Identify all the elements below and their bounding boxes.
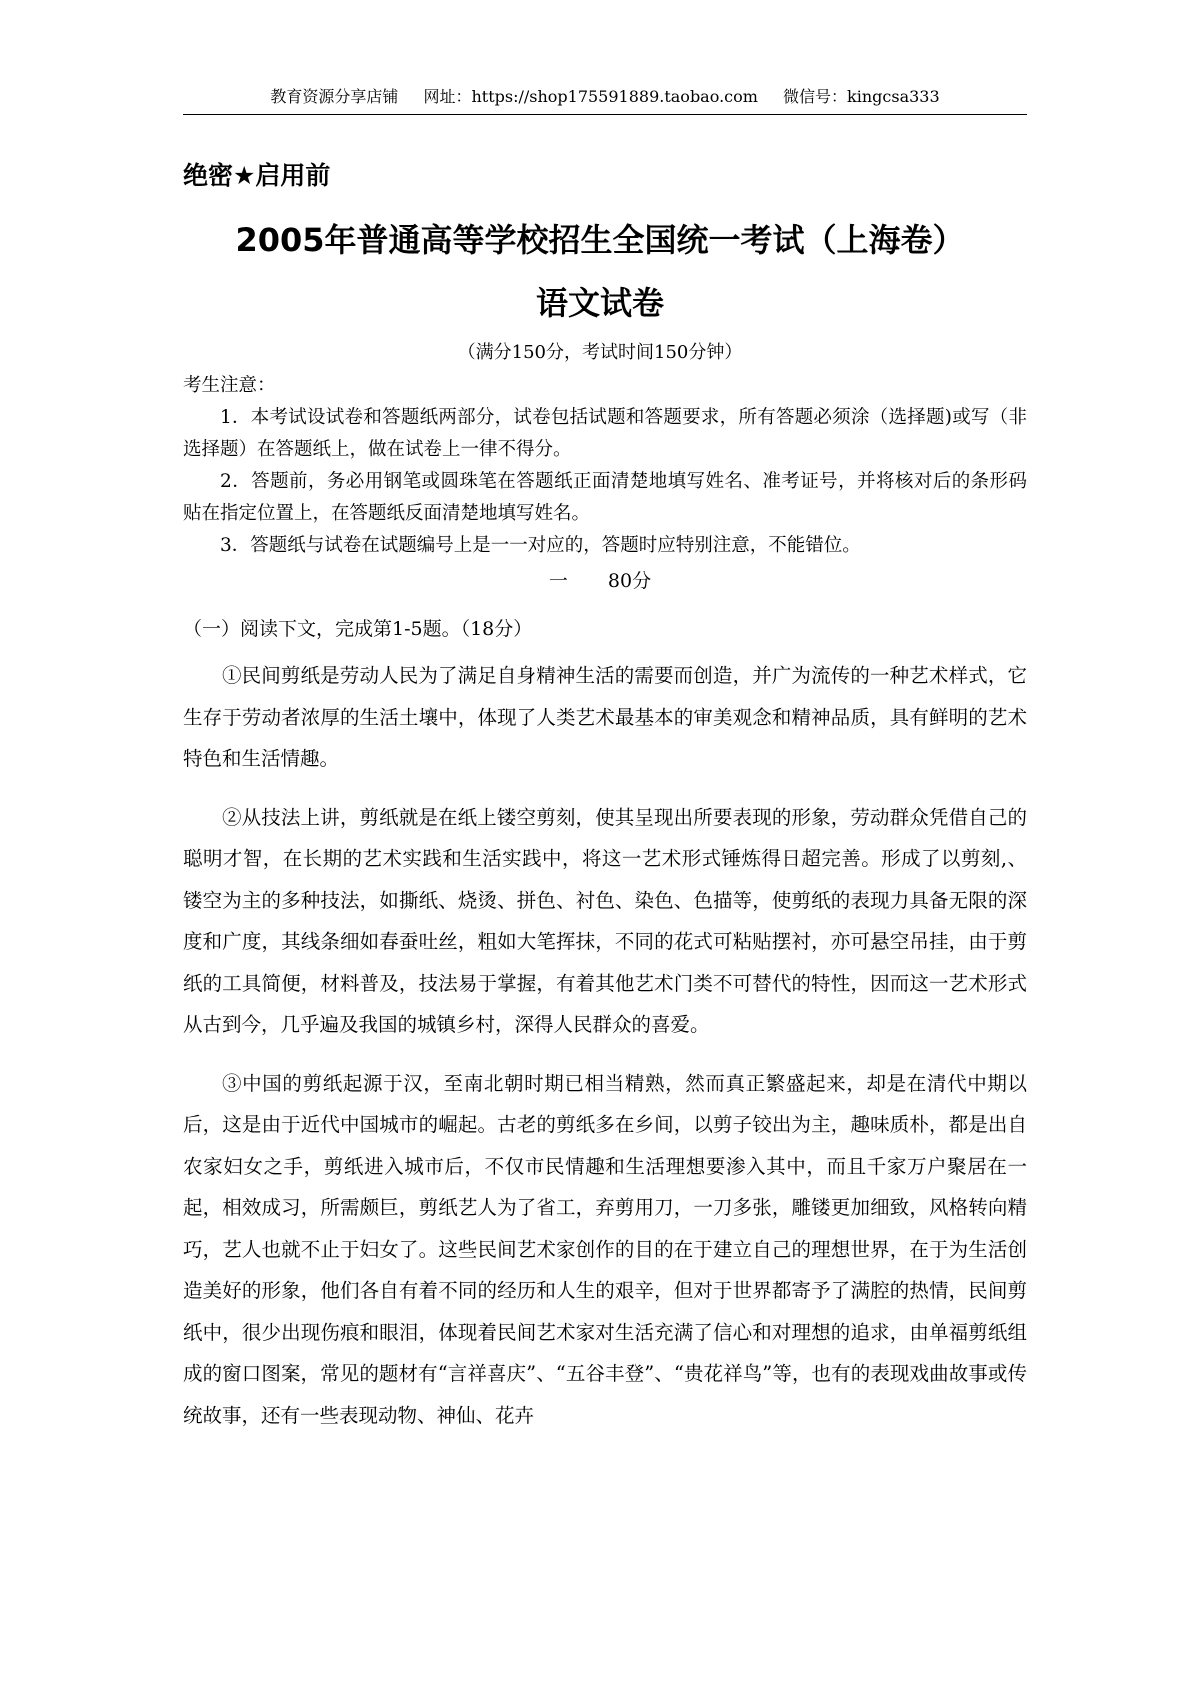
- section-heading: [0, 566, 1200, 596]
- notice-item: 2．答题前，务必用钢笔或圆珠笔在答题纸正面清楚地填写姓名、准考证号，并将核对后的条形码贴在指定位置上，在答题纸反面清楚地填写姓名。: [183, 471, 1027, 524]
- classified-label: 绝密★启用前: [183, 161, 331, 190]
- header-shop: 教育资源分享店铺: [270, 87, 399, 106]
- passage-paragraph: ①民间剪纸是劳动人民为了满足自身精神生活的需要而创造，并广为流传的一种艺术样式，它生存于劳动者浓厚的生活土壤中，体现了人类艺术最基本的审美观念和精神品质，具有鲜明的艺术特色和生活情趣。: [183, 664, 1027, 770]
- reading-passage: [183, 655, 1027, 1453]
- paper-subtitle: 语文试卷: [535, 284, 664, 322]
- score-info: （满分150分，考试时间150分钟）: [457, 342, 743, 363]
- section-score: 80分: [607, 570, 652, 592]
- candidate-notice: [183, 370, 1027, 562]
- notice-item: 1．本考试设试卷和答题纸两部分，试卷包括试题和答题要求，所有答题必须涂（选择题)或写（非选择题）在答题纸上，做在试卷上一律不得分。: [183, 407, 1027, 460]
- passage-paragraph: ③中国的剪纸起源于汉，至南北朝时期已相当精熟，然而真正繁盛起来，却是在清代中期以后，这是由于近代中国城市的崛起。古老的剪纸多在乡间，以剪子铰出为主，趣味质朴，都是出自农家妇女之手，剪纸进入城市后，不仅市民情趣和生活理想要渗入其中，而且千家万户聚居在一起，相效成习，所需颇巨，剪纸艺人为了省工，弃剪用刀，一刀多张，雕镂更加细致，风格转向精巧，艺人也就不止于妇女了。这些民间艺术家创作的目的在于建立自己的理想世界，在于为生活创造美好的形象，他们各自有着不同的经历和人生的艰辛，但对于世界都寄予了满腔的热情，民间剪纸中，很少出现伤痕和眼泪，体现着民间艺术家对生活充满了信心和对理想的追求，由单福剪纸组成的窗口图案，常见的题材有“言祥喜庆”、“五谷丰登”、“贵花祥鸟”等，也有的表现戏曲故事或传统故事，还有一些表现动物、神仙、花卉: [183, 1071, 1027, 1427]
- notice-heading: 考生注意：: [183, 375, 276, 396]
- page-header: [183, 84, 1027, 115]
- exam-title: 2005年普通高等学校招生全国统一考试（上海卷）: [235, 221, 965, 259]
- header-wechat: 微信号：kingcsa333: [783, 87, 940, 106]
- section-number: 一: [548, 570, 568, 592]
- passage-paragraph: ②从技法上讲，剪纸就是在纸上镂空剪刻，使其呈现出所要表现的形象，劳动群众凭借自己的聪明才智，在长期的艺术实践和生活实践中，将这一艺术形式锤炼得日超完善。形成了以剪刻,、镂空为主的多种技法，如撕纸、烧烫、拼色、衬色、染色、色描等，使剪纸的表现力具备无限的深度和广度，其线条细如春蚕吐丝，粗如大笔挥抹，不同的花式可粘贴摆衬，亦可悬空吊挂，由于剪纸的工具简便，材料普及，技法易于掌握，有着其他艺术门类不可替代的特性，因而这一艺术形式从古到今，几乎遍及我国的城镇乡村，深得人民群众的喜爱。: [183, 805, 1027, 1036]
- notice-item: 3．答题纸与试卷在试题编号上是一一对应的，答题时应特别注意，不能错位。: [220, 535, 861, 556]
- reading-instructions: （一）阅读下文，完成第1-5题。（18分）: [183, 618, 533, 640]
- header-url: 网址：https://shop175591889.taobao.com: [423, 87, 758, 106]
